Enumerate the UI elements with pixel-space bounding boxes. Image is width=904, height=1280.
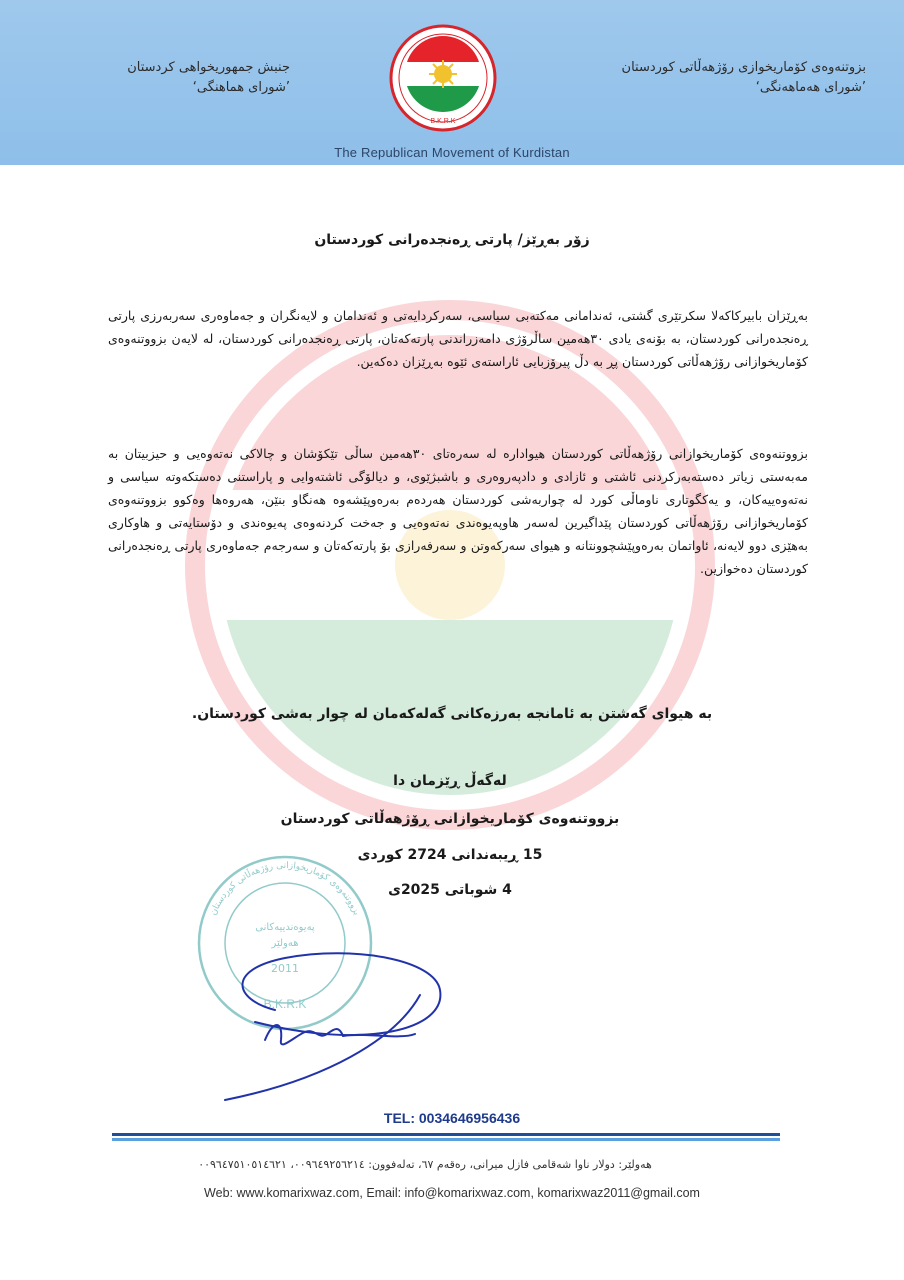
date-kurdish: 15 ڕیبەندانی 2724 کوردی	[357, 847, 543, 863]
telephone-number: TEL: 0034646956436	[383, 1110, 521, 1126]
regards-line: لەگەڵ ڕێزمان دا	[393, 773, 507, 789]
letterhead-band	[0, 0, 904, 165]
stamp-center-line1: پەیوەندییەکانی	[255, 922, 315, 933]
logo-initials: B.K.R.K	[430, 118, 456, 125]
footer-address: هەولێر: دولار ناوا شەقامی فازل میرانی، رەقەم ٦٧، تەلەفوون: ٠٠٩٦٤٩٢٥٦٢١٤، ٠٠٩٦٤٧٥١٠٥١٤٦٢١	[198, 1158, 652, 1171]
closing-wish: بە هیوای گەشتن بە ئامانجە بەرزەکانی گەلەکەمان لە چوار بەشی کوردستان.	[191, 706, 713, 722]
stamp-year: 2011	[271, 962, 299, 975]
handwritten-signature	[215, 940, 465, 1110]
letterhead-persian-line2: ’شورای هماهنگی‘	[192, 80, 290, 95]
stamp-initials: B.K.R.K	[263, 997, 307, 1011]
letterhead-english-name: The Republican Movement of Kurdistan	[334, 145, 570, 160]
organization-logo	[388, 20, 498, 140]
stamp-center-line2: هەولێر	[271, 938, 299, 949]
letterhead-kurdish-line2: ’شورای هەماهەنگی‘	[755, 80, 866, 95]
letter-paragraph-2: بزووتنەوەی کۆماریخوازانی رۆژهەڵاتی کوردستان هیوادارە لە سەرەتای ٣٠هەمین ساڵی تێکۆشان و چالاکی نەتەوەیی و حیزبیتان بە مەبەستی زیاتر دەستەبەرکردنی ئاشتی و ئازادی و دادپەروەری و باشبژێوی، و دیالۆگی ئاشتەوایی و پاراستنی دەستکەوتە سیاسی و نەتەوەییەکان، و یەکگوتاری ناوماڵی کورد لە چواربەشی کوردستان هەردەم بەرەوپێشەوە هەنگاو بنێن، هەروەها وەکوو بزووتنەوەی کۆماریخوازانی رۆژهەڵاتی کوردستان پێداگیرین لەسەر هاوپەیوەندی نەتەوەیی و جەخت کردنەوەی پەیوەندی و دۆستایەتی و هاوکاری بەهێزی دوو لایەنە، ئاواتمان بەرەوپێشچوونتانە و هیوای سەرکەوتن و سەرفەرازی بۆ پارتەکەتان و سەرجەم جەماوەری پارتی ڕەنجدەرانی کوردستان دەخوازین.	[108, 446, 809, 576]
letterhead-kurdish-line1: بزوتنەوەی کۆماریخوازی رۆژهەڵاتی کوردستان	[621, 60, 866, 75]
footer-web-email: Web: www.komarixwaz.com, Email: info@komarixwaz.com, komarixwaz2011@gmail.com	[204, 1186, 700, 1200]
date-gregorian: 4 شوباتی 2025ی	[388, 882, 512, 898]
letter-paragraph-1: بەڕێزان بابیرکاکەلا سکرتێری گشتی، ئەندامانی مەکتەبی سیاسی، سەرکردایەتی و ئەندامان و لایەنگران و جەماوەری سەربەرزی پارتی ڕەنجدەرانی کوردستان، بە بۆنەی یادی ٣٠هەمین ساڵرۆژی دامەزراندنی پارتەکەتان، پارتی ڕەنجدەرانی کوردستان، لە لایەن بزووتنەوەی کۆماریخوازانی رۆژهەڵاتی کوردستان پڕ بە دڵ پیرۆزبایی ئاراستەی ئێوە بەڕێزان دەکەین.	[108, 308, 808, 369]
sender-name: بزووتنەوەی کۆماریخوازانی ڕۆژهەڵاتی کوردستان	[280, 811, 620, 827]
letterhead-kurdish-name	[566, 58, 866, 98]
svg-text:بزووتنەوەی کۆماریخوازانی رۆژهە	[209, 861, 362, 917]
stamp-ring-text: بزووتنەوەی کۆماریخوازانی رۆژهەڵاتی کوردستان	[208, 860, 362, 917]
letter-subject: زۆر بەڕێز/ پارتی ڕەنجدەرانی کوردستان	[314, 232, 590, 248]
footer-divider	[112, 1133, 780, 1141]
letterhead-persian-line1: جنبش جمهوریخواهی کردستان	[127, 60, 290, 75]
letterhead-persian-name	[60, 58, 290, 98]
